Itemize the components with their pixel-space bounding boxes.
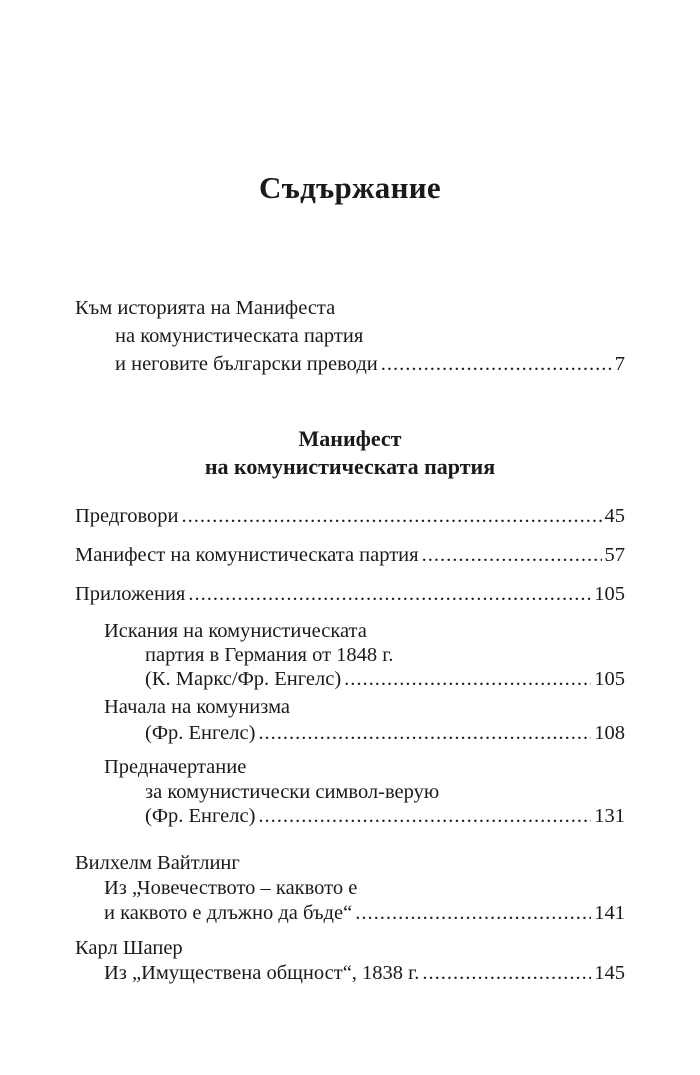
dot-leader [181, 502, 601, 530]
toc-entry-line: (Фр. Енгелс) [145, 805, 256, 827]
section-heading: Манифест [298, 426, 402, 451]
toc-entry-line: (К. Маркс/Фр. Енгелс) [145, 668, 342, 690]
toc-entry-lastline [145, 665, 625, 693]
toc-entry-lastline [104, 959, 625, 987]
toc-entry-line: и неговите български преводи [115, 353, 378, 375]
dot-leader [344, 665, 591, 693]
page-number: 131 [594, 805, 625, 827]
toc-entry-author: Карл Шапер [75, 937, 183, 959]
toc-entry-line: Из „Човечеството – каквото е [104, 877, 358, 899]
page-number: 145 [594, 962, 625, 984]
toc-entry-title: Предговори [75, 505, 179, 527]
dot-leader [422, 541, 602, 569]
dot-leader [258, 719, 591, 747]
page-number: 45 [604, 505, 625, 527]
toc-entry-title: Приложения [75, 583, 186, 605]
toc-entry-line: на комунистическата партия [115, 325, 364, 347]
toc-entry-line: и каквото е длъжно да бъде“ [104, 902, 353, 924]
toc-entry-predgovori [75, 502, 625, 530]
toc-entry-author: Вилхелм Вайтлинг [75, 852, 240, 874]
toc-entry-lastline [145, 802, 625, 830]
dot-leader [422, 959, 591, 987]
toc-entry-manifest [75, 541, 625, 569]
toc-entry-line: (Фр. Енгелс) [145, 722, 256, 744]
toc-entry-lastline [104, 899, 625, 927]
page-number: 108 [594, 722, 625, 744]
page-number: 57 [604, 544, 625, 566]
section-heading-subtitle: на комунистическата партия [204, 454, 496, 479]
dot-leader [188, 580, 591, 608]
toc-entry-line: партия в Германия от 1848 г. [145, 644, 394, 666]
toc-entry-line: Начала на комунизма [104, 696, 291, 718]
toc-entry-line: Към историята на Манифеста [75, 297, 336, 319]
page-number: 141 [594, 902, 625, 924]
dot-leader [355, 899, 591, 927]
toc-entry-lastline [145, 719, 625, 747]
page-number: 7 [614, 353, 625, 375]
toc-entry-line: за комунистически символ-верую [145, 781, 440, 803]
toc-entry-lastline [115, 350, 625, 378]
page-title: Съдържание [259, 170, 441, 205]
toc-entry-line: Из „Имуществена общност“, 1838 г. [104, 962, 420, 984]
toc-entry-prilozheniya [75, 580, 625, 608]
toc-entry-title: Манифест на комунистическата партия [75, 544, 419, 566]
toc-entry-line: Искания на комунистическата [104, 620, 367, 642]
dot-leader [258, 802, 591, 830]
page-number: 105 [594, 668, 625, 690]
page-number: 105 [594, 583, 625, 605]
dot-leader [381, 350, 612, 378]
toc-entry-line: Предначертание [104, 756, 247, 778]
